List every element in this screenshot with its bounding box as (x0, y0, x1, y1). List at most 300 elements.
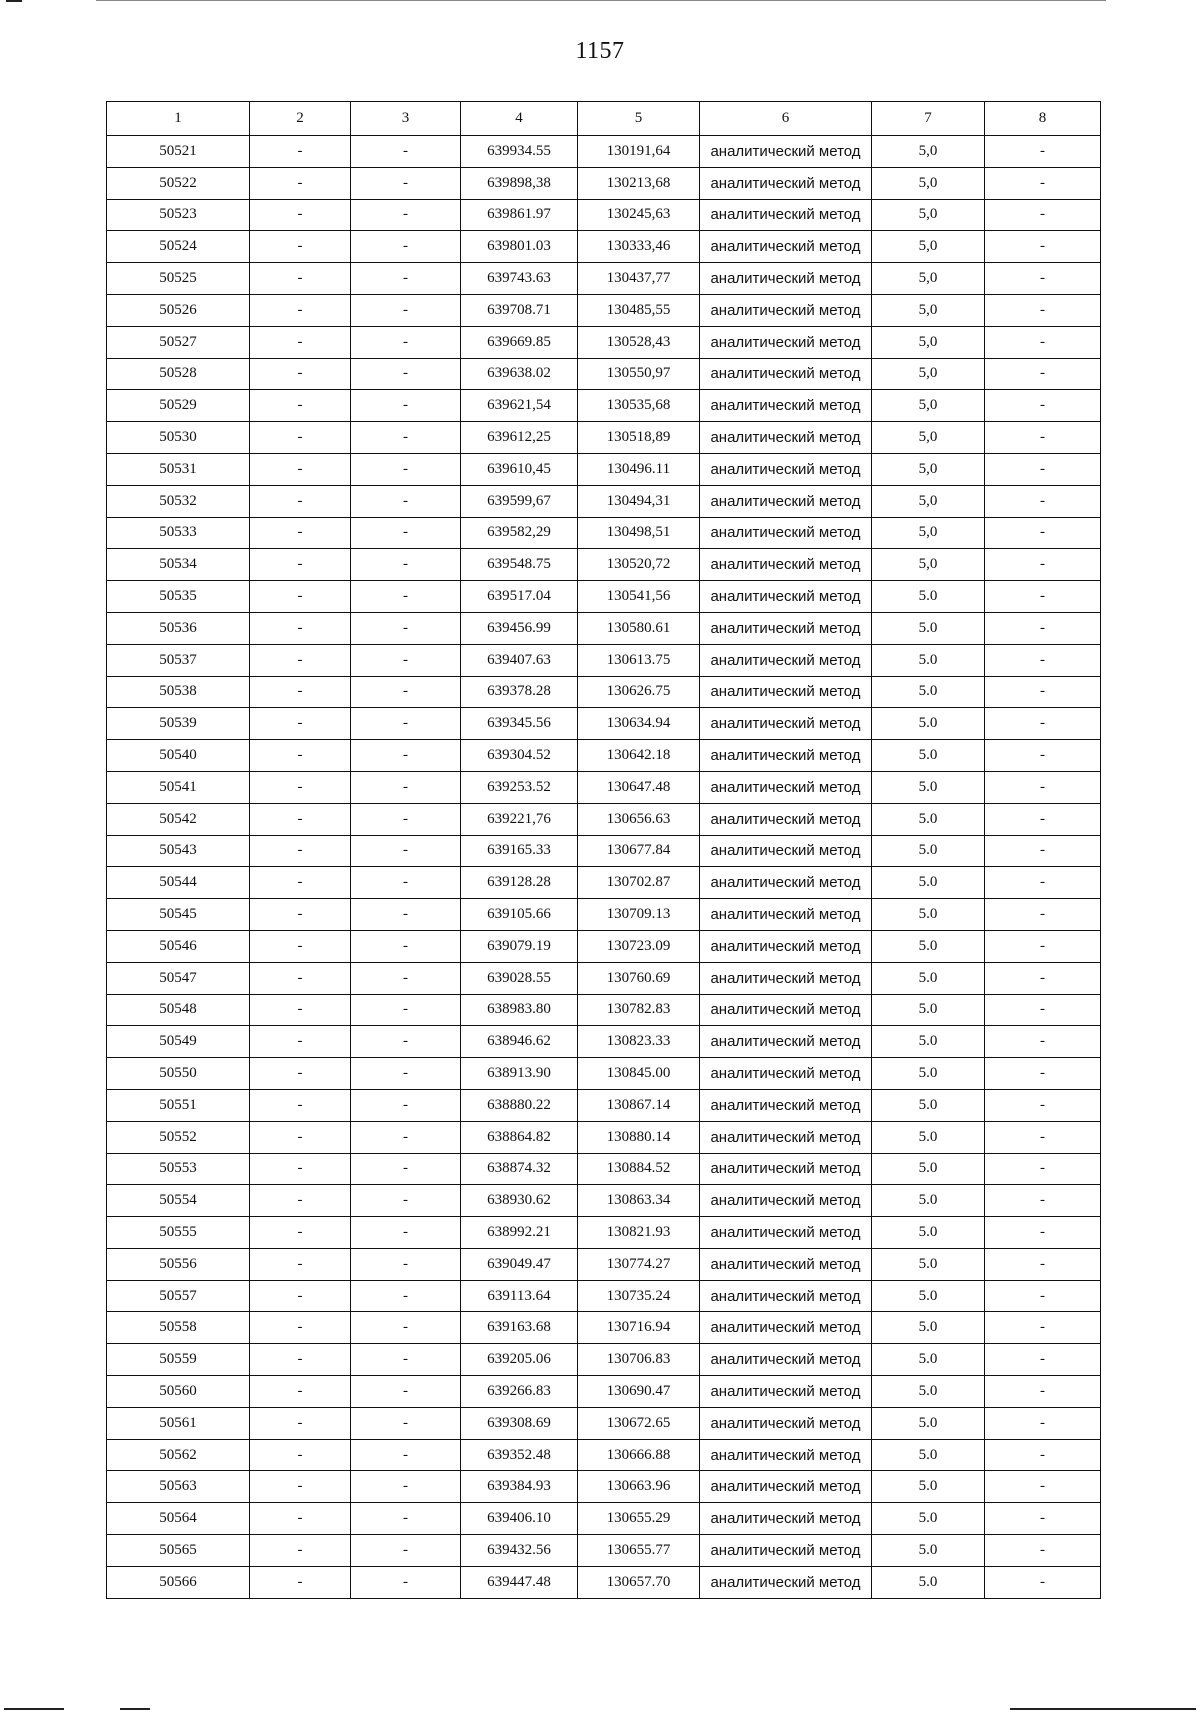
col8-cell: - (985, 136, 1101, 168)
table-row (107, 1121, 1101, 1153)
accuracy-cell: 5,0 (872, 358, 985, 390)
table-row (107, 899, 1101, 931)
point-number-cell: 50546 (107, 930, 250, 962)
col8-cell: - (985, 1217, 1101, 1249)
col3-cell: - (351, 1503, 461, 1535)
col3-cell: - (351, 136, 461, 168)
col2-cell: - (250, 1439, 351, 1471)
col3-cell: - (351, 1058, 461, 1090)
col8-cell: - (985, 167, 1101, 199)
table-row (107, 1248, 1101, 1280)
accuracy-cell: 5,0 (872, 199, 985, 231)
col3-cell: - (351, 1185, 461, 1217)
method-cell: аналитический метод (700, 517, 872, 549)
point-number-cell: 50560 (107, 1376, 250, 1408)
col8-cell: - (985, 1248, 1101, 1280)
col8-cell: - (985, 1185, 1101, 1217)
accuracy-cell: 5.0 (872, 676, 985, 708)
method-cell: аналитический метод (700, 1026, 872, 1058)
col8-cell: - (985, 708, 1101, 740)
point-number-cell: 50540 (107, 740, 250, 772)
scan-edge-mark (6, 0, 22, 2)
accuracy-cell: 5.0 (872, 708, 985, 740)
table-row (107, 1185, 1101, 1217)
method-cell: аналитический метод (700, 485, 872, 517)
point-number-cell: 50548 (107, 994, 250, 1026)
col2-cell: - (250, 1312, 351, 1344)
y-coordinate-cell: 130723.09 (578, 930, 700, 962)
point-number-cell: 50521 (107, 136, 250, 168)
col3-cell: - (351, 1566, 461, 1598)
x-coordinate-cell: 639582,29 (461, 517, 578, 549)
col3-cell: - (351, 740, 461, 772)
y-coordinate-cell: 130702.87 (578, 867, 700, 899)
table-body (107, 136, 1101, 1599)
col3-cell: - (351, 867, 461, 899)
table-row (107, 485, 1101, 517)
accuracy-cell: 5.0 (872, 612, 985, 644)
accuracy-cell: 5.0 (872, 740, 985, 772)
scan-edge-mark (120, 1708, 150, 1710)
col8-cell: - (985, 899, 1101, 931)
method-cell: аналитический метод (700, 390, 872, 422)
col3-cell: - (351, 771, 461, 803)
col2-cell: - (250, 231, 351, 263)
x-coordinate-cell: 638930.62 (461, 1185, 578, 1217)
col3-cell: - (351, 1344, 461, 1376)
table-row (107, 835, 1101, 867)
col2-cell: - (250, 1407, 351, 1439)
accuracy-cell: 5.0 (872, 803, 985, 835)
table-row (107, 740, 1101, 772)
table-row (107, 1376, 1101, 1408)
col3-cell: - (351, 294, 461, 326)
col3-cell: - (351, 326, 461, 358)
table-row (107, 358, 1101, 390)
y-coordinate-cell: 130657.70 (578, 1566, 700, 1598)
col8-cell: - (985, 803, 1101, 835)
table-row (107, 1439, 1101, 1471)
y-coordinate-cell: 130821.93 (578, 1217, 700, 1249)
table-row (107, 1153, 1101, 1185)
x-coordinate-cell: 639384.93 (461, 1471, 578, 1503)
accuracy-cell: 5,0 (872, 422, 985, 454)
col8-cell: - (985, 581, 1101, 613)
col8-cell: - (985, 1439, 1101, 1471)
y-coordinate-cell: 130550,97 (578, 358, 700, 390)
col2-cell: - (250, 1344, 351, 1376)
column-header: 1 (107, 102, 250, 136)
table-row (107, 1280, 1101, 1312)
y-coordinate-cell: 130677.84 (578, 835, 700, 867)
point-number-cell: 50551 (107, 1089, 250, 1121)
table-row (107, 326, 1101, 358)
col3-cell: - (351, 231, 461, 263)
method-cell: аналитический метод (700, 835, 872, 867)
point-number-cell: 50558 (107, 1312, 250, 1344)
col8-cell: - (985, 549, 1101, 581)
col2-cell: - (250, 994, 351, 1026)
x-coordinate-cell: 638946.62 (461, 1026, 578, 1058)
point-number-cell: 50552 (107, 1121, 250, 1153)
col3-cell: - (351, 835, 461, 867)
method-cell: аналитический метод (700, 1566, 872, 1598)
col3-cell: - (351, 1376, 461, 1408)
y-coordinate-cell: 130774.27 (578, 1248, 700, 1280)
x-coordinate-cell: 639205.06 (461, 1344, 578, 1376)
x-coordinate-cell: 639079.19 (461, 930, 578, 962)
accuracy-cell: 5.0 (872, 644, 985, 676)
col2-cell: - (250, 294, 351, 326)
point-number-cell: 50566 (107, 1566, 250, 1598)
method-cell: аналитический метод (700, 962, 872, 994)
method-cell: аналитический метод (700, 231, 872, 263)
x-coordinate-cell: 639304.52 (461, 740, 578, 772)
scan-edge-mark (4, 1708, 64, 1710)
x-coordinate-cell: 639128.28 (461, 867, 578, 899)
table-row (107, 294, 1101, 326)
method-cell: аналитический метод (700, 1312, 872, 1344)
accuracy-cell: 5.0 (872, 835, 985, 867)
point-number-cell: 50536 (107, 612, 250, 644)
col3-cell: - (351, 549, 461, 581)
table-row (107, 962, 1101, 994)
table-row (107, 771, 1101, 803)
point-number-cell: 50542 (107, 803, 250, 835)
table-row (107, 231, 1101, 263)
col2-cell: - (250, 899, 351, 931)
col2-cell: - (250, 263, 351, 295)
col8-cell: - (985, 1153, 1101, 1185)
col3-cell: - (351, 167, 461, 199)
table-row (107, 1089, 1101, 1121)
col8-cell: - (985, 644, 1101, 676)
col2-cell: - (250, 1185, 351, 1217)
accuracy-cell: 5.0 (872, 1535, 985, 1567)
point-number-cell: 50543 (107, 835, 250, 867)
method-cell: аналитический метод (700, 358, 872, 390)
point-number-cell: 50549 (107, 1026, 250, 1058)
x-coordinate-cell: 639165.33 (461, 835, 578, 867)
col8-cell: - (985, 994, 1101, 1026)
col2-cell: - (250, 1535, 351, 1567)
point-number-cell: 50553 (107, 1153, 250, 1185)
table-row (107, 612, 1101, 644)
col8-cell: - (985, 962, 1101, 994)
col3-cell: - (351, 708, 461, 740)
y-coordinate-cell: 130191,64 (578, 136, 700, 168)
x-coordinate-cell: 639308.69 (461, 1407, 578, 1439)
col8-cell: - (985, 199, 1101, 231)
column-header: 6 (700, 102, 872, 136)
method-cell: аналитический метод (700, 803, 872, 835)
col3-cell: - (351, 1439, 461, 1471)
point-number-cell: 50535 (107, 581, 250, 613)
col2-cell: - (250, 1248, 351, 1280)
accuracy-cell: 5,0 (872, 390, 985, 422)
accuracy-cell: 5,0 (872, 453, 985, 485)
col2-cell: - (250, 517, 351, 549)
col3-cell: - (351, 263, 461, 295)
col3-cell: - (351, 358, 461, 390)
col2-cell: - (250, 1217, 351, 1249)
x-coordinate-cell: 639612,25 (461, 422, 578, 454)
col8-cell: - (985, 771, 1101, 803)
x-coordinate-cell: 638983.80 (461, 994, 578, 1026)
method-cell: аналитический метод (700, 612, 872, 644)
col2-cell: - (250, 708, 351, 740)
y-coordinate-cell: 130823.33 (578, 1026, 700, 1058)
y-coordinate-cell: 130333,46 (578, 231, 700, 263)
x-coordinate-cell: 639934.55 (461, 136, 578, 168)
col8-cell: - (985, 612, 1101, 644)
accuracy-cell: 5,0 (872, 263, 985, 295)
col8-cell: - (985, 453, 1101, 485)
point-number-cell: 50531 (107, 453, 250, 485)
column-header: 8 (985, 102, 1101, 136)
accuracy-cell: 5.0 (872, 1376, 985, 1408)
y-coordinate-cell: 130760.69 (578, 962, 700, 994)
method-cell: аналитический метод (700, 867, 872, 899)
y-coordinate-cell: 130690.47 (578, 1376, 700, 1408)
method-cell: аналитический метод (700, 263, 872, 295)
x-coordinate-cell: 638864.82 (461, 1121, 578, 1153)
accuracy-cell: 5,0 (872, 167, 985, 199)
accuracy-cell: 5.0 (872, 1026, 985, 1058)
y-coordinate-cell: 130496.11 (578, 453, 700, 485)
col3-cell: - (351, 1121, 461, 1153)
accuracy-cell: 5.0 (872, 1280, 985, 1312)
col8-cell: - (985, 867, 1101, 899)
point-number-cell: 50547 (107, 962, 250, 994)
point-number-cell: 50522 (107, 167, 250, 199)
method-cell: аналитический метод (700, 1376, 872, 1408)
col2-cell: - (250, 581, 351, 613)
y-coordinate-cell: 130634.94 (578, 708, 700, 740)
col2-cell: - (250, 803, 351, 835)
table-row (107, 263, 1101, 295)
y-coordinate-cell: 130716.94 (578, 1312, 700, 1344)
column-header: 7 (872, 102, 985, 136)
method-cell: аналитический метод (700, 1153, 872, 1185)
method-cell: аналитический метод (700, 1058, 872, 1090)
col3-cell: - (351, 1280, 461, 1312)
table-row (107, 676, 1101, 708)
x-coordinate-cell: 639406.10 (461, 1503, 578, 1535)
y-coordinate-cell: 130518,89 (578, 422, 700, 454)
method-cell: аналитический метод (700, 708, 872, 740)
col8-cell: - (985, 1503, 1101, 1535)
point-number-cell: 50554 (107, 1185, 250, 1217)
x-coordinate-cell: 639517.04 (461, 581, 578, 613)
method-cell: аналитический метод (700, 1407, 872, 1439)
method-cell: аналитический метод (700, 1121, 872, 1153)
method-cell: аналитический метод (700, 326, 872, 358)
accuracy-cell: 5.0 (872, 962, 985, 994)
y-coordinate-cell: 130867.14 (578, 1089, 700, 1121)
point-number-cell: 50550 (107, 1058, 250, 1090)
method-cell: аналитический метод (700, 1185, 872, 1217)
col3-cell: - (351, 1535, 461, 1567)
point-number-cell: 50523 (107, 199, 250, 231)
x-coordinate-cell: 639447.48 (461, 1566, 578, 1598)
col2-cell: - (250, 930, 351, 962)
point-number-cell: 50565 (107, 1535, 250, 1567)
y-coordinate-cell: 130245,63 (578, 199, 700, 231)
col8-cell: - (985, 1535, 1101, 1567)
col8-cell: - (985, 390, 1101, 422)
y-coordinate-cell: 130672.65 (578, 1407, 700, 1439)
y-coordinate-cell: 130580.61 (578, 612, 700, 644)
method-cell: аналитический метод (700, 930, 872, 962)
table-row (107, 549, 1101, 581)
table-row (107, 167, 1101, 199)
y-coordinate-cell: 130647.48 (578, 771, 700, 803)
y-coordinate-cell: 130782.83 (578, 994, 700, 1026)
col8-cell: - (985, 676, 1101, 708)
y-coordinate-cell: 130666.88 (578, 1439, 700, 1471)
point-number-cell: 50561 (107, 1407, 250, 1439)
col2-cell: - (250, 1376, 351, 1408)
col3-cell: - (351, 1471, 461, 1503)
y-coordinate-cell: 130656.63 (578, 803, 700, 835)
col2-cell: - (250, 1121, 351, 1153)
accuracy-cell: 5.0 (872, 867, 985, 899)
y-coordinate-cell: 130663.96 (578, 1471, 700, 1503)
col8-cell: - (985, 1312, 1101, 1344)
table-row (107, 199, 1101, 231)
accuracy-cell: 5.0 (872, 1407, 985, 1439)
col8-cell: - (985, 740, 1101, 772)
x-coordinate-cell: 639621,54 (461, 390, 578, 422)
y-coordinate-cell: 130498,51 (578, 517, 700, 549)
col2-cell: - (250, 1471, 351, 1503)
accuracy-cell: 5,0 (872, 549, 985, 581)
col2-cell: - (250, 1026, 351, 1058)
x-coordinate-cell: 639352.48 (461, 1439, 578, 1471)
point-number-cell: 50541 (107, 771, 250, 803)
col2-cell: - (250, 453, 351, 485)
method-cell: аналитический метод (700, 453, 872, 485)
col2-cell: - (250, 549, 351, 581)
accuracy-cell: 5.0 (872, 1185, 985, 1217)
col8-cell: - (985, 1344, 1101, 1376)
column-header: 2 (250, 102, 351, 136)
scan-edge-mark (1010, 1708, 1196, 1710)
y-coordinate-cell: 130520,72 (578, 549, 700, 581)
method-cell: аналитический метод (700, 676, 872, 708)
col8-cell: - (985, 1471, 1101, 1503)
x-coordinate-cell: 639861.97 (461, 199, 578, 231)
method-cell: аналитический метод (700, 1280, 872, 1312)
table-row (107, 867, 1101, 899)
table-row (107, 1217, 1101, 1249)
col3-cell: - (351, 1089, 461, 1121)
col3-cell: - (351, 899, 461, 931)
col3-cell: - (351, 1312, 461, 1344)
method-cell: аналитический метод (700, 899, 872, 931)
col3-cell: - (351, 612, 461, 644)
point-number-cell: 50527 (107, 326, 250, 358)
col8-cell: - (985, 1280, 1101, 1312)
col2-cell: - (250, 358, 351, 390)
table-row (107, 1407, 1101, 1439)
point-number-cell: 50534 (107, 549, 250, 581)
x-coordinate-cell: 639548.75 (461, 549, 578, 581)
method-cell: аналитический метод (700, 581, 872, 613)
col2-cell: - (250, 390, 351, 422)
col3-cell: - (351, 517, 461, 549)
table-row (107, 1058, 1101, 1090)
point-number-cell: 50563 (107, 1471, 250, 1503)
point-number-cell: 50530 (107, 422, 250, 454)
point-number-cell: 50559 (107, 1344, 250, 1376)
y-coordinate-cell: 130535,68 (578, 390, 700, 422)
col8-cell: - (985, 358, 1101, 390)
column-header: 3 (351, 102, 461, 136)
y-coordinate-cell: 130706.83 (578, 1344, 700, 1376)
x-coordinate-cell: 639163.68 (461, 1312, 578, 1344)
accuracy-cell: 5,0 (872, 136, 985, 168)
table-row (107, 994, 1101, 1026)
y-coordinate-cell: 130735.24 (578, 1280, 700, 1312)
method-cell: аналитический метод (700, 294, 872, 326)
col8-cell: - (985, 1566, 1101, 1598)
col2-cell: - (250, 740, 351, 772)
y-coordinate-cell: 130485,55 (578, 294, 700, 326)
point-number-cell: 50524 (107, 231, 250, 263)
y-coordinate-cell: 130528,43 (578, 326, 700, 358)
point-number-cell: 50525 (107, 263, 250, 295)
accuracy-cell: 5,0 (872, 485, 985, 517)
method-cell: аналитический метод (700, 136, 872, 168)
method-cell: аналитический метод (700, 549, 872, 581)
col3-cell: - (351, 581, 461, 613)
col2-cell: - (250, 1153, 351, 1185)
col3-cell: - (351, 676, 461, 708)
coordinates-table (106, 101, 1101, 1599)
table-row (107, 803, 1101, 835)
col2-cell: - (250, 771, 351, 803)
x-coordinate-cell: 639345.56 (461, 708, 578, 740)
col3-cell: - (351, 962, 461, 994)
column-header: 4 (461, 102, 578, 136)
col2-cell: - (250, 867, 351, 899)
x-coordinate-cell: 639049.47 (461, 1248, 578, 1280)
col8-cell: - (985, 294, 1101, 326)
y-coordinate-cell: 130884.52 (578, 1153, 700, 1185)
y-coordinate-cell: 130863.34 (578, 1185, 700, 1217)
table-header-row (107, 102, 1101, 136)
y-coordinate-cell: 130494,31 (578, 485, 700, 517)
col8-cell: - (985, 263, 1101, 295)
col2-cell: - (250, 485, 351, 517)
point-number-cell: 50538 (107, 676, 250, 708)
x-coordinate-cell: 639801.03 (461, 231, 578, 263)
col2-cell: - (250, 612, 351, 644)
x-coordinate-cell: 639599,67 (461, 485, 578, 517)
x-coordinate-cell: 639432.56 (461, 1535, 578, 1567)
x-coordinate-cell: 638913.90 (461, 1058, 578, 1090)
col2-cell: - (250, 835, 351, 867)
method-cell: аналитический метод (700, 740, 872, 772)
accuracy-cell: 5.0 (872, 1471, 985, 1503)
table-row (107, 1566, 1101, 1598)
col8-cell: - (985, 1407, 1101, 1439)
table-row (107, 1471, 1101, 1503)
point-number-cell: 50529 (107, 390, 250, 422)
point-number-cell: 50532 (107, 485, 250, 517)
